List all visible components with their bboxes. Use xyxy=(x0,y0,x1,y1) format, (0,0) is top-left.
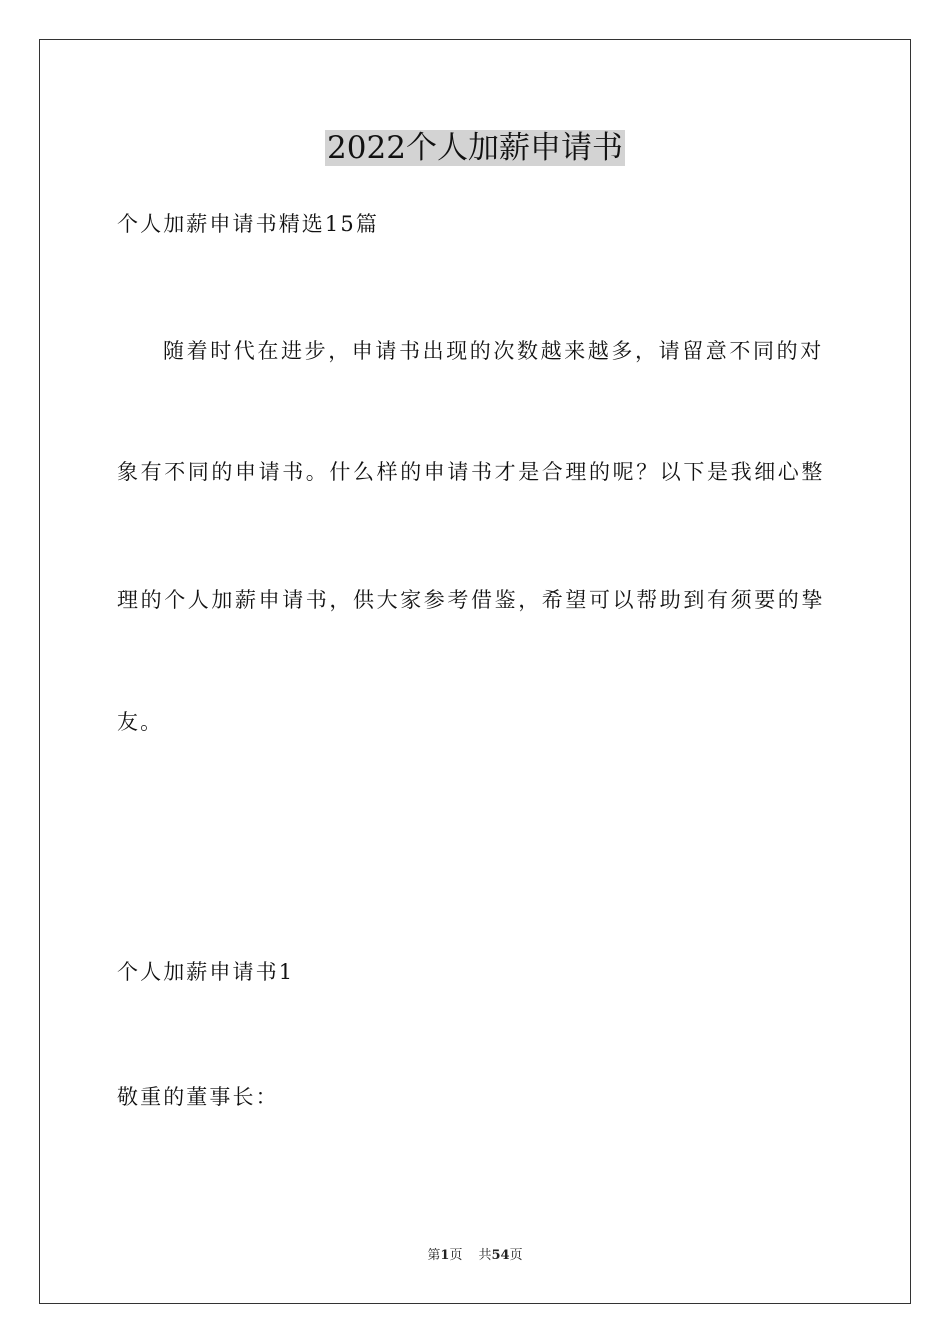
total-prefix: 共 xyxy=(478,1248,492,1263)
total-pages: 54 xyxy=(491,1248,510,1263)
page-footer xyxy=(0,1247,950,1265)
intro-line-2: 象有不同的申请书。什么样的申请书才是合理的呢？以下是我细心整 xyxy=(117,460,825,484)
page-number: 1 xyxy=(440,1248,450,1263)
section-heading: 个人加薪申请书1 xyxy=(117,960,295,984)
total-suffix: 页 xyxy=(509,1248,523,1263)
document-subtitle: 个人加薪申请书精选15篇 xyxy=(117,212,379,236)
intro-line-1: 随着时代在进步，申请书出现的次数越来越多，请留意不同的对 xyxy=(163,339,824,363)
document-title xyxy=(0,126,950,170)
document-title-text: 2022个人加薪申请书 xyxy=(327,130,623,166)
salutation: 敬重的董事长： xyxy=(117,1085,279,1109)
page-suffix: 页 xyxy=(449,1248,463,1263)
intro-line-3: 理的个人加薪申请书，供大家参考借鉴，希望可以帮助到有须要的挚 xyxy=(117,588,825,612)
page-prefix: 第 xyxy=(427,1248,441,1263)
intro-line-4: 友。 xyxy=(117,710,164,734)
